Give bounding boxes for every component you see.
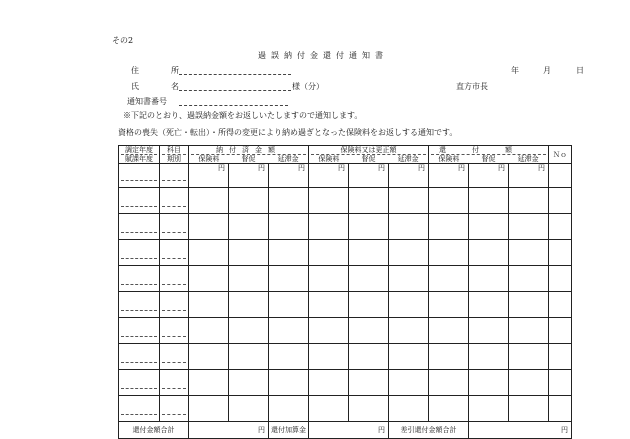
address-label-2: 所 <box>171 66 179 75</box>
address-field[interactable] <box>179 66 291 75</box>
table-row <box>119 266 572 292</box>
note-2: 資格の喪失（死亡・転出）・所得の変更により納め過ぎとなった保険料をお返しする通知です。 <box>118 128 458 137</box>
issuer: 直方市長 <box>456 82 488 91</box>
name-label: 氏 <box>131 82 139 91</box>
header-paid-amount: 納付済金額 保険料 督促 延滞金 <box>189 146 309 164</box>
address-label: 住 <box>131 66 139 75</box>
header-refund-amount: 還付額 保険料 督促 延滞金 <box>429 146 549 164</box>
table-row <box>119 344 572 370</box>
header-fiscal-year: 調定年度 賦課年度 <box>119 146 160 164</box>
table-row <box>119 396 572 422</box>
net-total-label: 差引還付金額合計 <box>389 422 469 439</box>
header-changed-amount: 保険料又は更正額 保険料 督促 延滞金 <box>309 146 429 164</box>
name-field[interactable] <box>179 82 291 91</box>
page-label: その2 <box>112 36 134 45</box>
header-subject: 科目 期別 <box>160 146 189 164</box>
table-row <box>119 318 572 344</box>
note-1: ※下記のとおり、過誤納金額をお返しいたしますので通知します。 <box>123 111 363 120</box>
date-year: 年 <box>511 66 519 75</box>
notice-number-field[interactable] <box>179 97 288 106</box>
table-row <box>119 240 572 266</box>
refund-add-label: 還付加算金 <box>269 422 309 439</box>
table-row <box>119 214 572 240</box>
page-title: 過誤納付金還付通知書 <box>258 51 388 60</box>
refund-total-label: 還付金額合計 <box>119 422 189 439</box>
table-row <box>119 292 572 318</box>
table-row <box>119 188 572 214</box>
refund-table <box>118 145 572 439</box>
net-total-value[interactable]: 円 <box>469 422 572 439</box>
refund-add-value[interactable]: 円 <box>309 422 389 439</box>
table-row: 円 円 円 円 円 円 円 円 円 <box>119 164 572 188</box>
refund-total-value[interactable]: 円 <box>189 422 269 439</box>
table-row <box>119 370 572 396</box>
date-month: 月 <box>543 66 551 75</box>
name-suffix: 様（分） <box>292 82 324 91</box>
header-no: Ｎｏ <box>549 146 572 164</box>
date-day: 日 <box>576 66 584 75</box>
name-label-2: 名 <box>171 82 179 91</box>
notice-number-label: 通知書番号 <box>127 97 167 106</box>
